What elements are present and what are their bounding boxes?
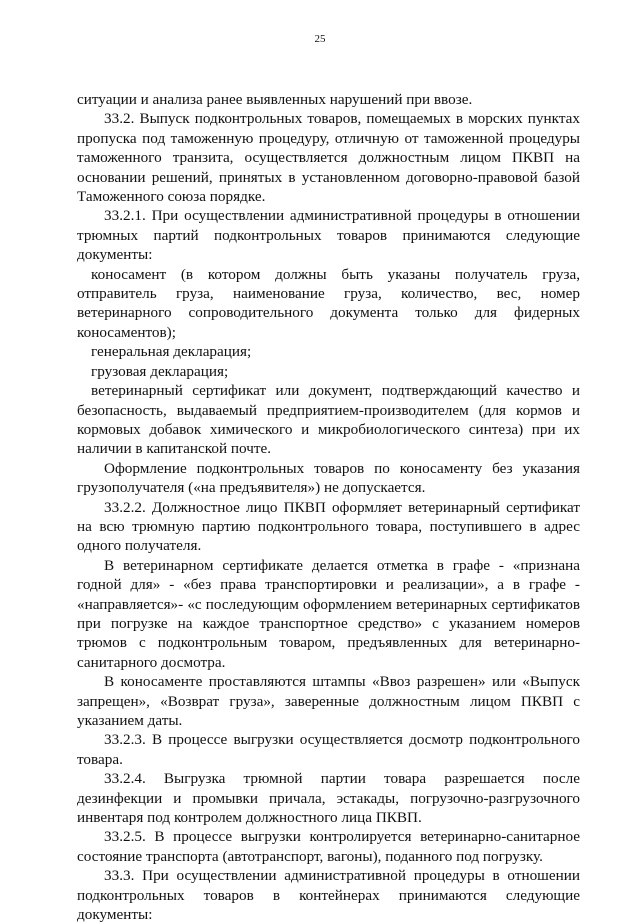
page-number: 25	[314, 33, 326, 45]
paragraph: 33.2.2. Должностное лицо ПКВП оформляет ветеринарный сертификат на всю трюмную партию подконтрольного товара, поступившего в адрес одного получателя.	[77, 498, 580, 555]
list-item: коносамент (в котором должны быть указаны получатель груза, отправитель груза, наименование груза, количество, вес, номер ветеринарного сопроводительного документа только для фидерных коносаментов);	[77, 265, 580, 341]
list-item: грузовая декларация;	[91, 362, 229, 380]
paragraph: 33.2. Выпуск подконтрольных товаров, помещаемых в морских пунктах пропуска под таможенную процедуру, отличную от таможенной процедуры таможенного транзита, осуществляется должностным лицом ПКВП на основании решений, принятых в установленном договорно-правовой базой Таможенного союза порядке.	[77, 110, 580, 206]
document-body	[77, 90, 580, 924]
paragraph: 33.2.4. Выгрузка трюмной партии товара разрешается после дезинфекции и промывки причала, эстакады, погрузочно-разгрузочного инвентаря под контролем должностного лица ПКВП.	[77, 770, 580, 827]
paragraph: В ветеринарном сертификате делается отметка в графе - «признана годной для» - «без права транспортировки и реализации», а в графе - «направляется»- «с последующим оформлением ветеринарных сертификатов при погрузке на каждое транспортное средство» с указанием номеров трюмов с подконтрольным товаром, предъявленных для ветеринарно-санитарного досмотра.	[77, 556, 580, 671]
list-item: генеральная декларация;	[91, 343, 252, 361]
list-item: ветеринарный сертификат или документ, подтверждающий качество и безопасность, выдаваемый предприятием-производителем (для кормов и кормовых добавок химического и микробиологического синтеза) при их наличии в капитанской почте.	[77, 382, 580, 458]
paragraph: 33.3. При осуществлении административной процедуры в отношении подконтрольных товаров в контейнерах принимаются следующие документы:	[77, 867, 580, 924]
paragraph: В коносаменте проставляются штампы «Ввоз разрешен» или «Выпуск запрещен», «Возврат груза», заверенные должностным лицом ПКВП с указанием даты.	[77, 673, 580, 729]
paragraph: ситуации и анализа ранее выявленных нарушений при ввозе.	[77, 91, 473, 108]
paragraph: Оформление подконтрольных товаров по коносаменту без указания грузополучателя («на предъявителя») не допускается.	[77, 459, 580, 497]
paragraph: 33.2.5. В процессе выгрузки контролируется ветеринарно-санитарное состояние транспорта (автотранспорт, вагоны), поданного под погрузку.	[77, 828, 580, 865]
paragraph: 33.2.1. При осуществлении административной процедуры в отношении трюмных партий подконтрольных товаров принимаются следующие документы:	[77, 207, 580, 264]
paragraph: 33.2.3. В процессе выгрузки осуществляется досмотр подконтрольного товара.	[77, 731, 580, 768]
